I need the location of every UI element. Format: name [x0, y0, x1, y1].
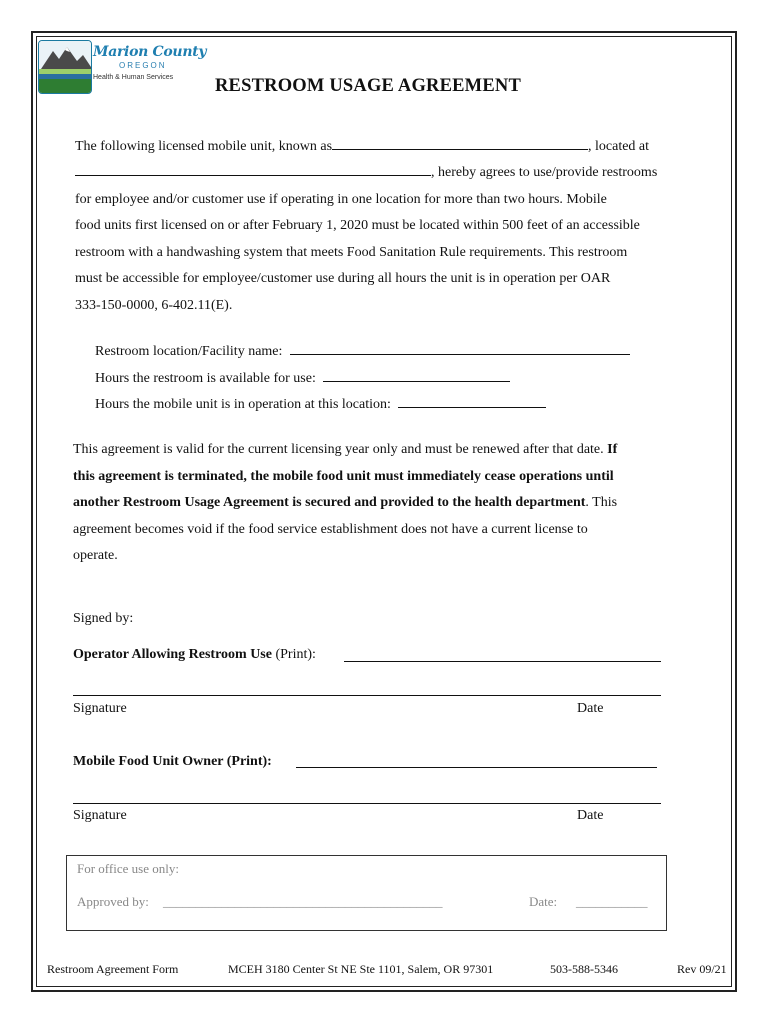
- intro-line-3: for employee and/or customer use if operating in one location for more than two hours. Mobile: [75, 192, 607, 207]
- footer-address: MCEH 3180 Center St NE Ste 1101, Salem, OR 97301: [228, 962, 494, 976]
- hours-unit-field[interactable]: [398, 395, 546, 408]
- owner-signature-label: Signature: [73, 808, 127, 823]
- office-date-label: Date:: [529, 894, 558, 909]
- hours-restroom-row: [95, 366, 510, 393]
- approved-by-label: Approved by:: [77, 894, 149, 909]
- validity-line-4: agreement becomes void if the food service establishment does not have a current license to: [73, 522, 588, 537]
- page-title: RESTROOM USAGE AGREEMENT: [215, 76, 521, 96]
- operator-label: Operator Allowing Restroom Use: [73, 647, 272, 662]
- operator-signature-label: Signature: [73, 701, 127, 716]
- validity-line-2: this agreement is terminated, the mobile food unit must immediately cease operations until: [73, 469, 614, 484]
- county-name: Marion County: [93, 44, 207, 60]
- intro-text: , hereby agrees to use/provide restrooms: [431, 165, 658, 180]
- validity-line-1: [73, 437, 617, 464]
- facility-row: [95, 339, 630, 366]
- footer-form-name: Restroom Agreement Form: [47, 962, 179, 976]
- validity-line-3: [73, 490, 617, 517]
- intro-line-6: must be accessible for employee/customer use during all hours the unit is in operation per OAR: [75, 271, 611, 286]
- owner-date-label: Date: [577, 808, 604, 823]
- unit-name-field[interactable]: [332, 137, 588, 150]
- operator-print-label: (Print):: [271, 647, 316, 662]
- operator-row: [73, 642, 316, 669]
- office-heading: For office use only:: [77, 861, 179, 876]
- intro-line-2: [75, 160, 657, 187]
- hours-unit-label: Hours the mobile unit is in operation at this location:: [95, 397, 391, 412]
- facility-name-field[interactable]: [290, 342, 630, 355]
- signed-by-label: Signed by:: [73, 611, 134, 626]
- hours-unit-row: [95, 392, 546, 419]
- intro-line-1: [75, 134, 649, 161]
- hours-restroom-label: Hours the restroom is available for use:: [95, 371, 316, 386]
- validity-line-5: operate.: [73, 548, 118, 563]
- intro-text: The following licensed mobile unit, known as: [75, 139, 333, 154]
- intro-text: , located at: [588, 139, 650, 154]
- owner-signature-field[interactable]: [73, 803, 661, 804]
- location-field[interactable]: [75, 163, 431, 176]
- intro-line-7: 333-150-0000, 6-402.11(E).: [75, 298, 233, 313]
- county-logo-icon: [38, 40, 92, 94]
- validity-bold: another Restroom Usage Agreement is secured and provided to the health department: [73, 495, 586, 510]
- owner-name-field[interactable]: [296, 767, 657, 768]
- validity-bold: If: [607, 442, 618, 457]
- county-department: Health & Human Services: [93, 74, 174, 81]
- intro-line-4: food units first licensed on or after February 1, 2020 must be located within 500 feet of an accessible: [75, 218, 640, 233]
- operator-date-label: Date: [577, 701, 604, 716]
- validity-text: This agreement is valid for the current licensing year only and must be renewed after that date.: [73, 442, 604, 457]
- intro-line-5: restroom with a handwashing system that meets Food Sanitation Rule requirements. This restroom: [75, 245, 628, 260]
- office-date-field[interactable]: ___________: [576, 894, 648, 909]
- owner-label: Mobile Food Unit Owner (Print):: [73, 754, 272, 769]
- footer-phone: 503-588-5346: [550, 962, 618, 976]
- county-state: OREGON: [119, 61, 167, 70]
- approved-by-field[interactable]: ___________________________________________: [163, 894, 443, 909]
- operator-signature-field[interactable]: [73, 695, 661, 696]
- facility-label: Restroom location/Facility name:: [95, 344, 283, 359]
- validity-text: . This: [585, 495, 618, 510]
- hours-restroom-field[interactable]: [323, 369, 510, 382]
- operator-name-field[interactable]: [344, 661, 661, 662]
- footer-revision: Rev 09/21: [677, 962, 727, 976]
